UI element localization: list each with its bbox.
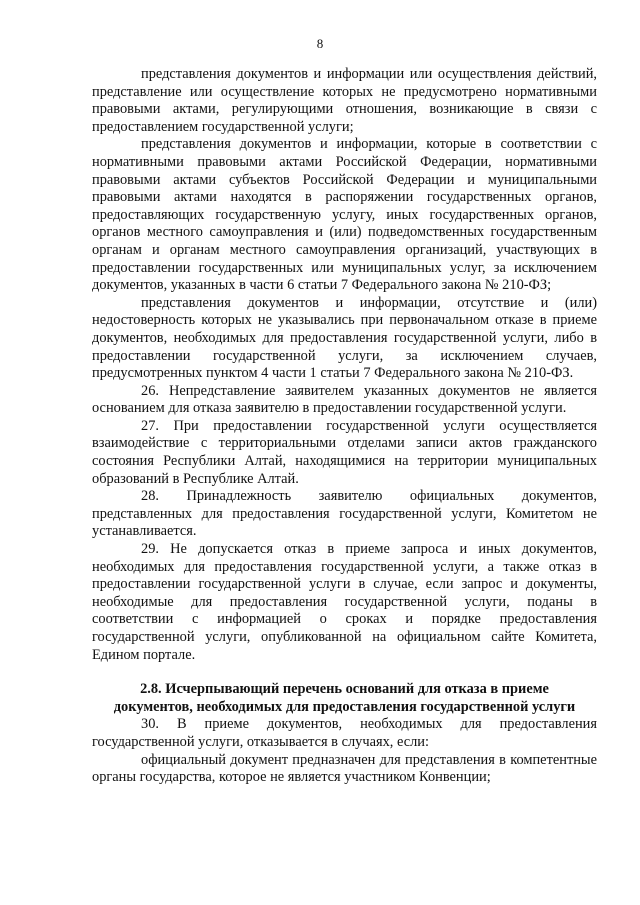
page-number: 8 <box>316 36 324 51</box>
paragraph-3: представления документов и информации, отсутствие и (или) недостоверность которых не указывались при первоначальном отказе в приеме документов, необходимых для предоставления государственной услуги, либо в предоставлении государственной услуги, за исключением случаев, предусмотренных пунктом 4 части 1 статьи 7 Федерального закона № 210-ФЗ. <box>92 294 597 382</box>
paragraph-27: 27. При предоставлении государственной услуги осуществляется взаимодействие с территориальными отделами записи актов гражданского состояния Республики Алтай, находящимися на территории муниципальных образований в Республике Алтай. <box>92 417 597 487</box>
paragraph-30: 30. В приеме документов, необходимых для предоставления государственной услуги, отказывается в случаях, если: <box>92 716 597 750</box>
paragraph-28: 28. Принадлежность заявителю официальных документов, представленных для предоставления государственной услуги, Комитетом не устанавливается. <box>92 488 597 540</box>
document-body <box>92 66 597 787</box>
section-heading <box>92 681 597 716</box>
paragraph-official-document: официальный документ предназначен для представления в компетентные органы государства, которое не является участником Конвенции; <box>92 751 597 786</box>
paragraph-2: представления документов и информации, которые в соответствии с нормативными правовыми актами Российской Федерации, нормативными правовыми актами субъектов Российской Федерации и муниципальными правовыми актами находятся в распоряжении государственных органов, предоставляющих государственную услугу, иных государственных органов, органов местного самоуправления и (или) подведомственных государственным органам и органам местного самоуправления организаций, участвующих в предоставлении государственных или муниципальных услуг, за исключением документов, указанных в части 6 статьи 7 Федерального закона № 210-ФЗ; <box>92 136 597 294</box>
paragraph-29: 29. Не допускается отказ в приеме запроса и иных документов, необходимых для предоставления государственной услуги, а также отказ в предоставлении государственной услуги в случае, если запрос и документы, необходимые для предоставления государственной услуги, поданы в соответствии с информацией о сроках и порядке предоставления государственной услуги, опубликованной на официальном сайте Комитета, Едином портале. <box>92 541 597 663</box>
section-spacer <box>92 664 597 681</box>
paragraph-1: представления документов и информации или осуществления действий, представление или осуществление которых не предусмотрено нормативными правовыми актами, регулирующими отношения, возникающие в связи с предоставлением государственной услуги; <box>92 66 597 135</box>
section-heading-line-1: 2.8. Исчерпывающий перечень оснований для отказа в приеме <box>140 681 549 698</box>
section-heading-line-2: документов, необходимых для предоставления государственной услуги <box>113 698 576 715</box>
paragraph-26: 26. Непредставление заявителем указанных документов не является основанием для отказа заявителю в предоставлении государственной услуги. <box>92 382 597 417</box>
